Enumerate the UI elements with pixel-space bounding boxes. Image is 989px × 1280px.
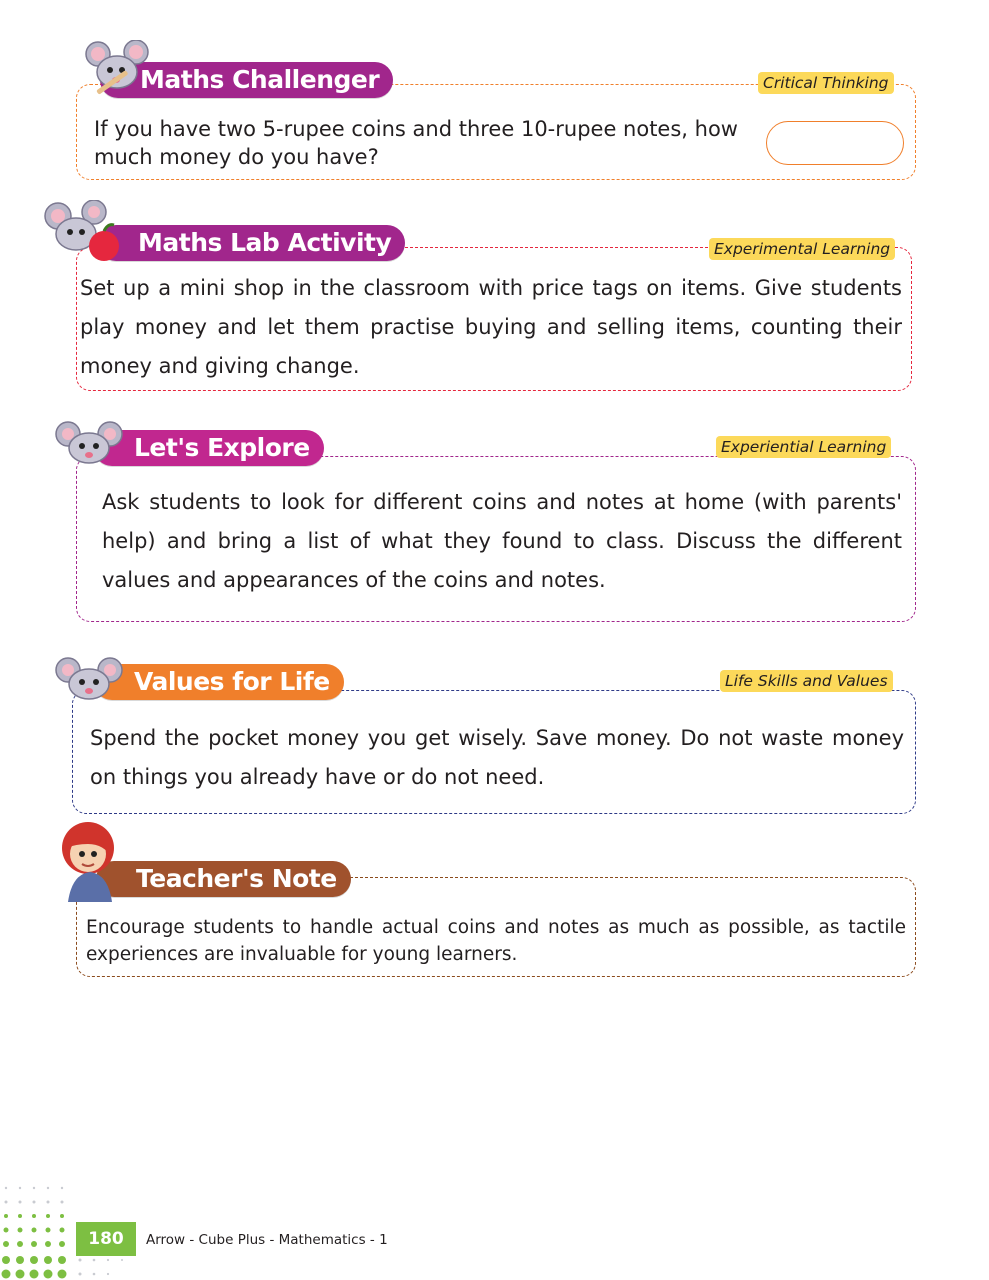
page-number: 180 [76, 1222, 136, 1256]
challenger-title: Maths Challenger [100, 62, 393, 98]
book-title: Arrow - Cube Plus - Mathematics - 1 [146, 1232, 388, 1248]
teacher-girl-icon [58, 818, 124, 902]
lab-tag: Experimental Learning [709, 238, 895, 260]
challenger-question: If you have two 5-rupee coins and three 10-rupee notes, how much money do you have? [94, 117, 738, 169]
explore-tag: Experiential Learning [716, 436, 891, 458]
values-tag: Life Skills and Values [720, 670, 893, 692]
note-title: Teacher's Note [96, 861, 351, 897]
mouse-face-icon [54, 418, 124, 472]
mouse-apple-icon [40, 200, 130, 266]
challenger-tag: Critical Thinking [758, 72, 894, 94]
lab-title: Maths Lab Activity [98, 225, 405, 261]
values-text: Spend the pocket money you get wisely. Save money. Do not waste money on things you already have or do not need. [90, 726, 904, 789]
explore-title: Let's Explore [94, 430, 324, 466]
lab-text: Set up a mini shop in the classroom with price tags on items. Give students play money and let them practise buying and selling items, counting their money and giving change. [80, 276, 902, 378]
note-text: Encourage students to handle actual coins and notes as much as possible, as tactile experiences are invaluable for young learners. [86, 917, 906, 965]
explore-text: Ask students to look for different coins and notes at home (with parents' help) and bring a list of what they found to class. Discuss the different values and appearances of the coins and notes. [102, 490, 902, 592]
mouse-face-icon [54, 654, 124, 708]
answer-input-box[interactable] [766, 121, 904, 165]
mouse-mascot-icon [84, 40, 154, 100]
values-title: Values for Life [94, 664, 344, 700]
